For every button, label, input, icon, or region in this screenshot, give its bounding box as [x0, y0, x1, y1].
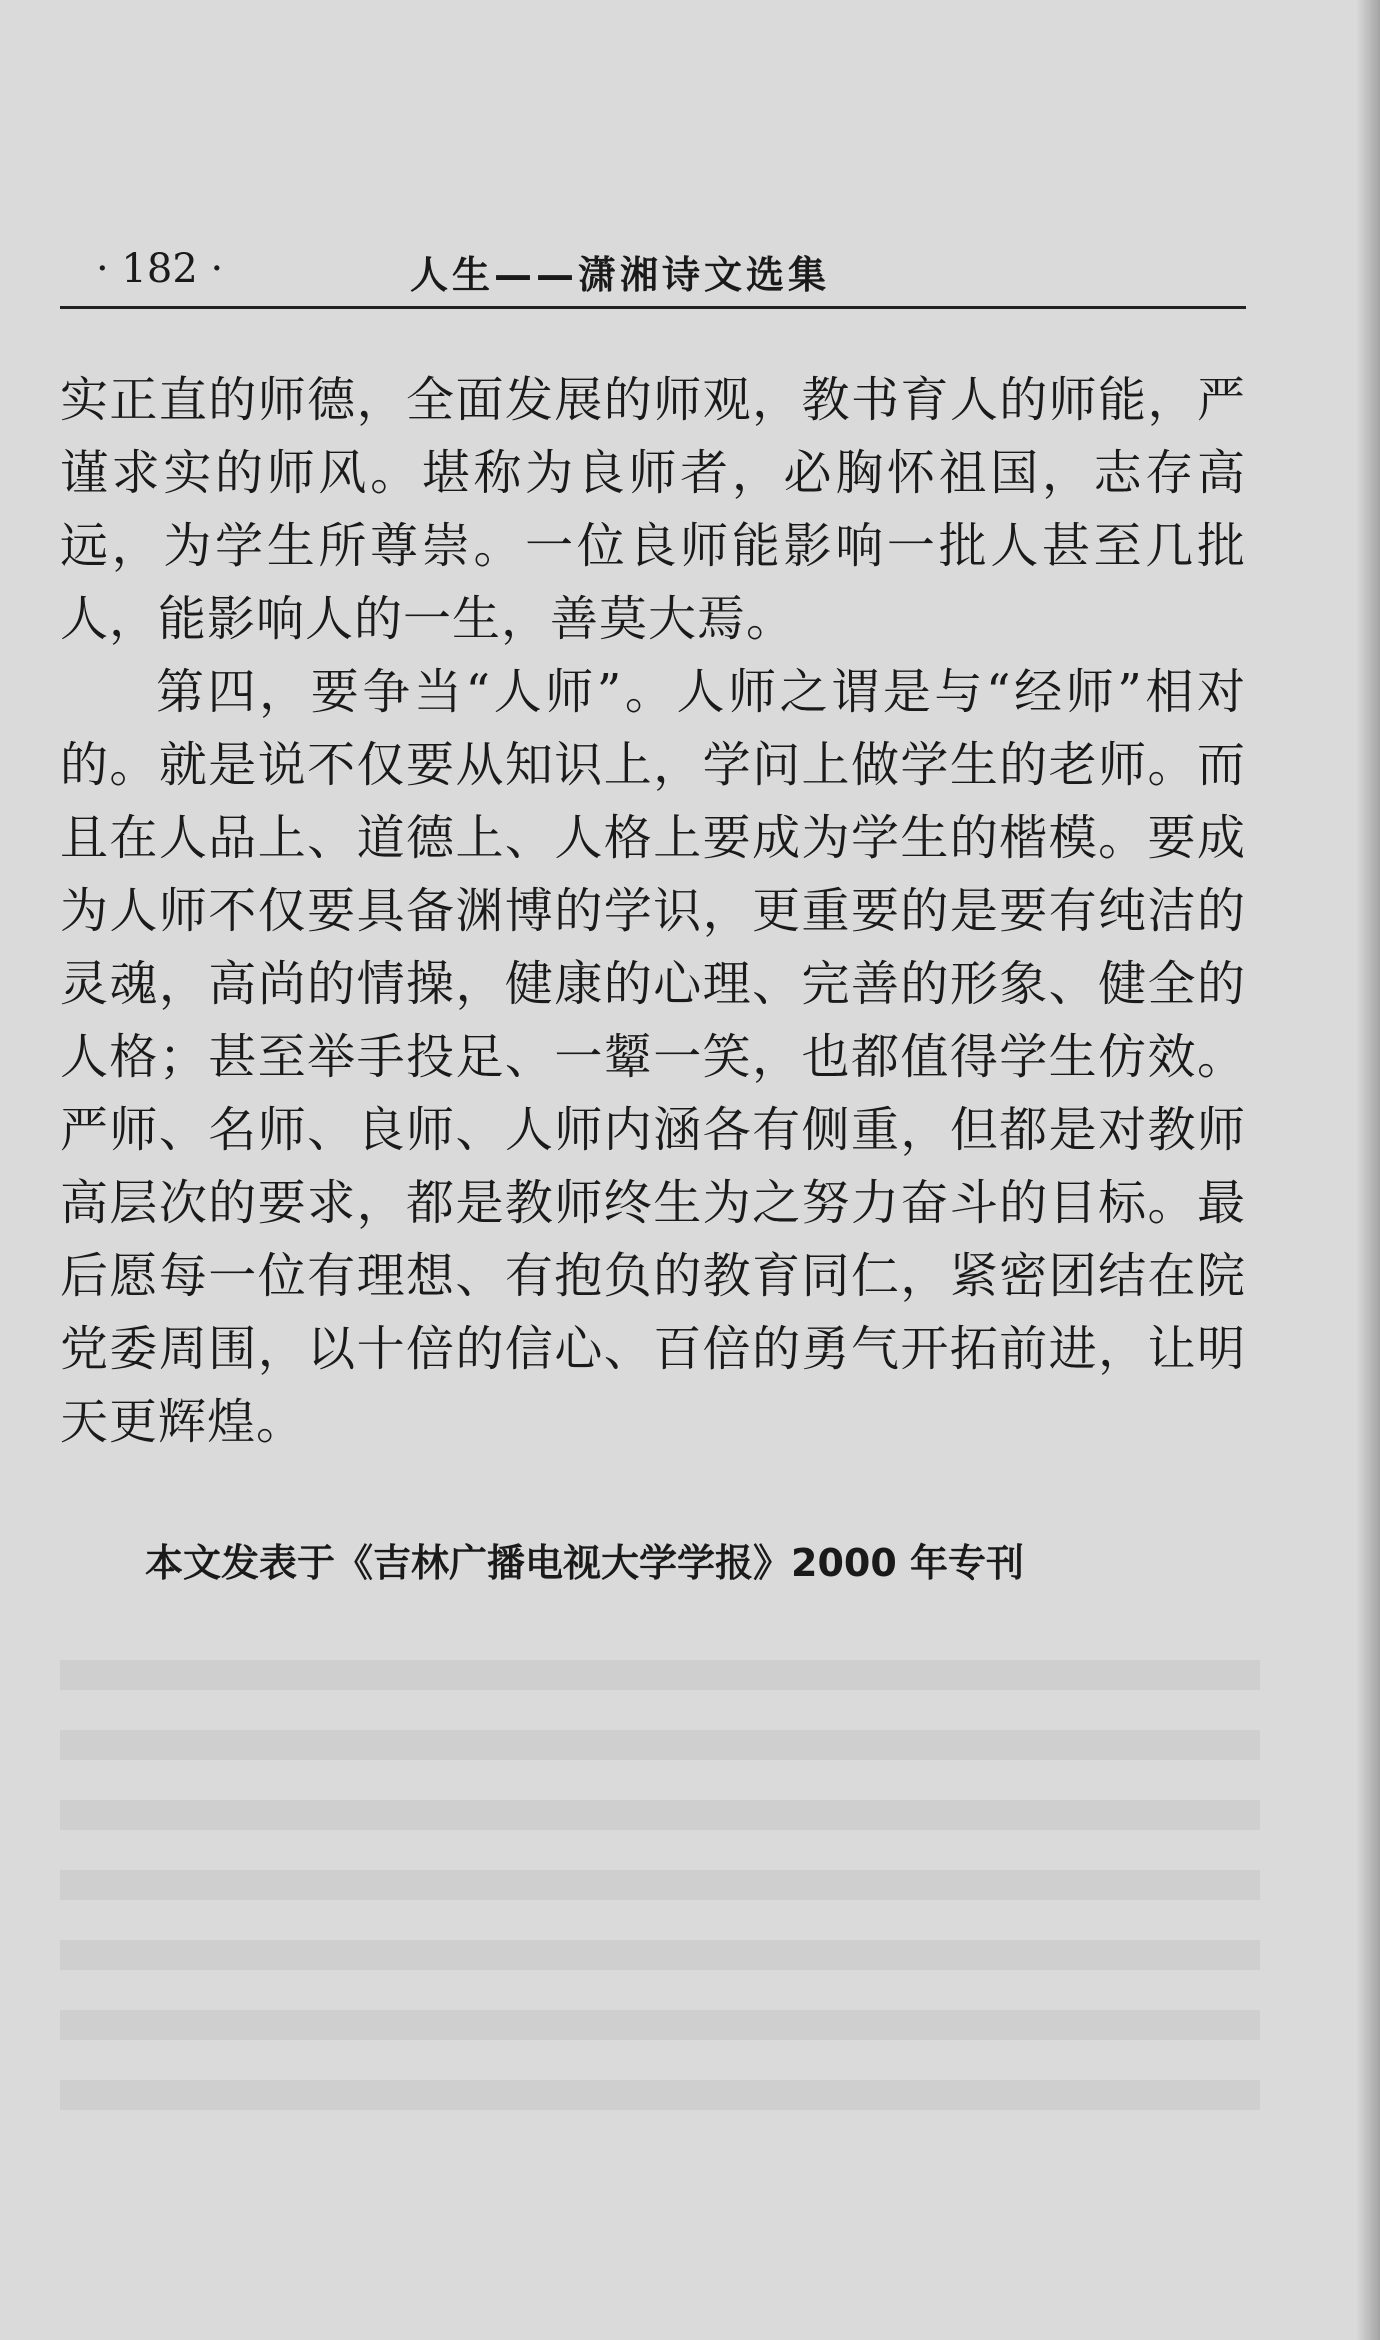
page-header: [60, 240, 1246, 309]
book-title: 人生——潇湘诗文选集: [410, 253, 831, 297]
page-edge-shadow: [1356, 0, 1380, 2340]
paragraph-fourth-point: 第四，要争当“人师”。人师之谓是与“经师”相对的。就是说不仅要从知识上，学问上做学生的老师。而且在人品上、道德上、人格上要成为学生的楷模。要成为人师不仅要具备渊博的学识，更重要的是要有纯洁的灵魂，高尚的情操，健康的心理、完善的形象、健全的人格；甚至举手投足、一颦一笑，也都值得学生仿效。严师、名师、良师、人师内涵各有侧重，但都是对教师高层次的要求，都是教师终生为之努力奋斗的目标。最后愿每一位有理想、有抱负的教育同仁，紧密团结在院党委周围，以十倍的信心、百倍的勇气开拓前进，让明天更辉煌。: [60, 664, 1246, 1450]
body-text: [60, 364, 1246, 1459]
paragraph-continued: 实正直的师德，全面发展的师观，教书育人的师能，严谨求实的师风。堪称为良师者，必胸怀祖国，志存高远，为学生所尊崇。一位良师能影响一批人甚至几批人，能影响人的一生，善莫大焉。: [60, 372, 1246, 647]
publication-note: 本文发表于《吉林广播电视大学学报》2000 年专刊: [145, 1541, 1024, 1585]
page-number: · 182 ·: [96, 246, 224, 292]
bleed-through-texture: [60, 1620, 1260, 2140]
